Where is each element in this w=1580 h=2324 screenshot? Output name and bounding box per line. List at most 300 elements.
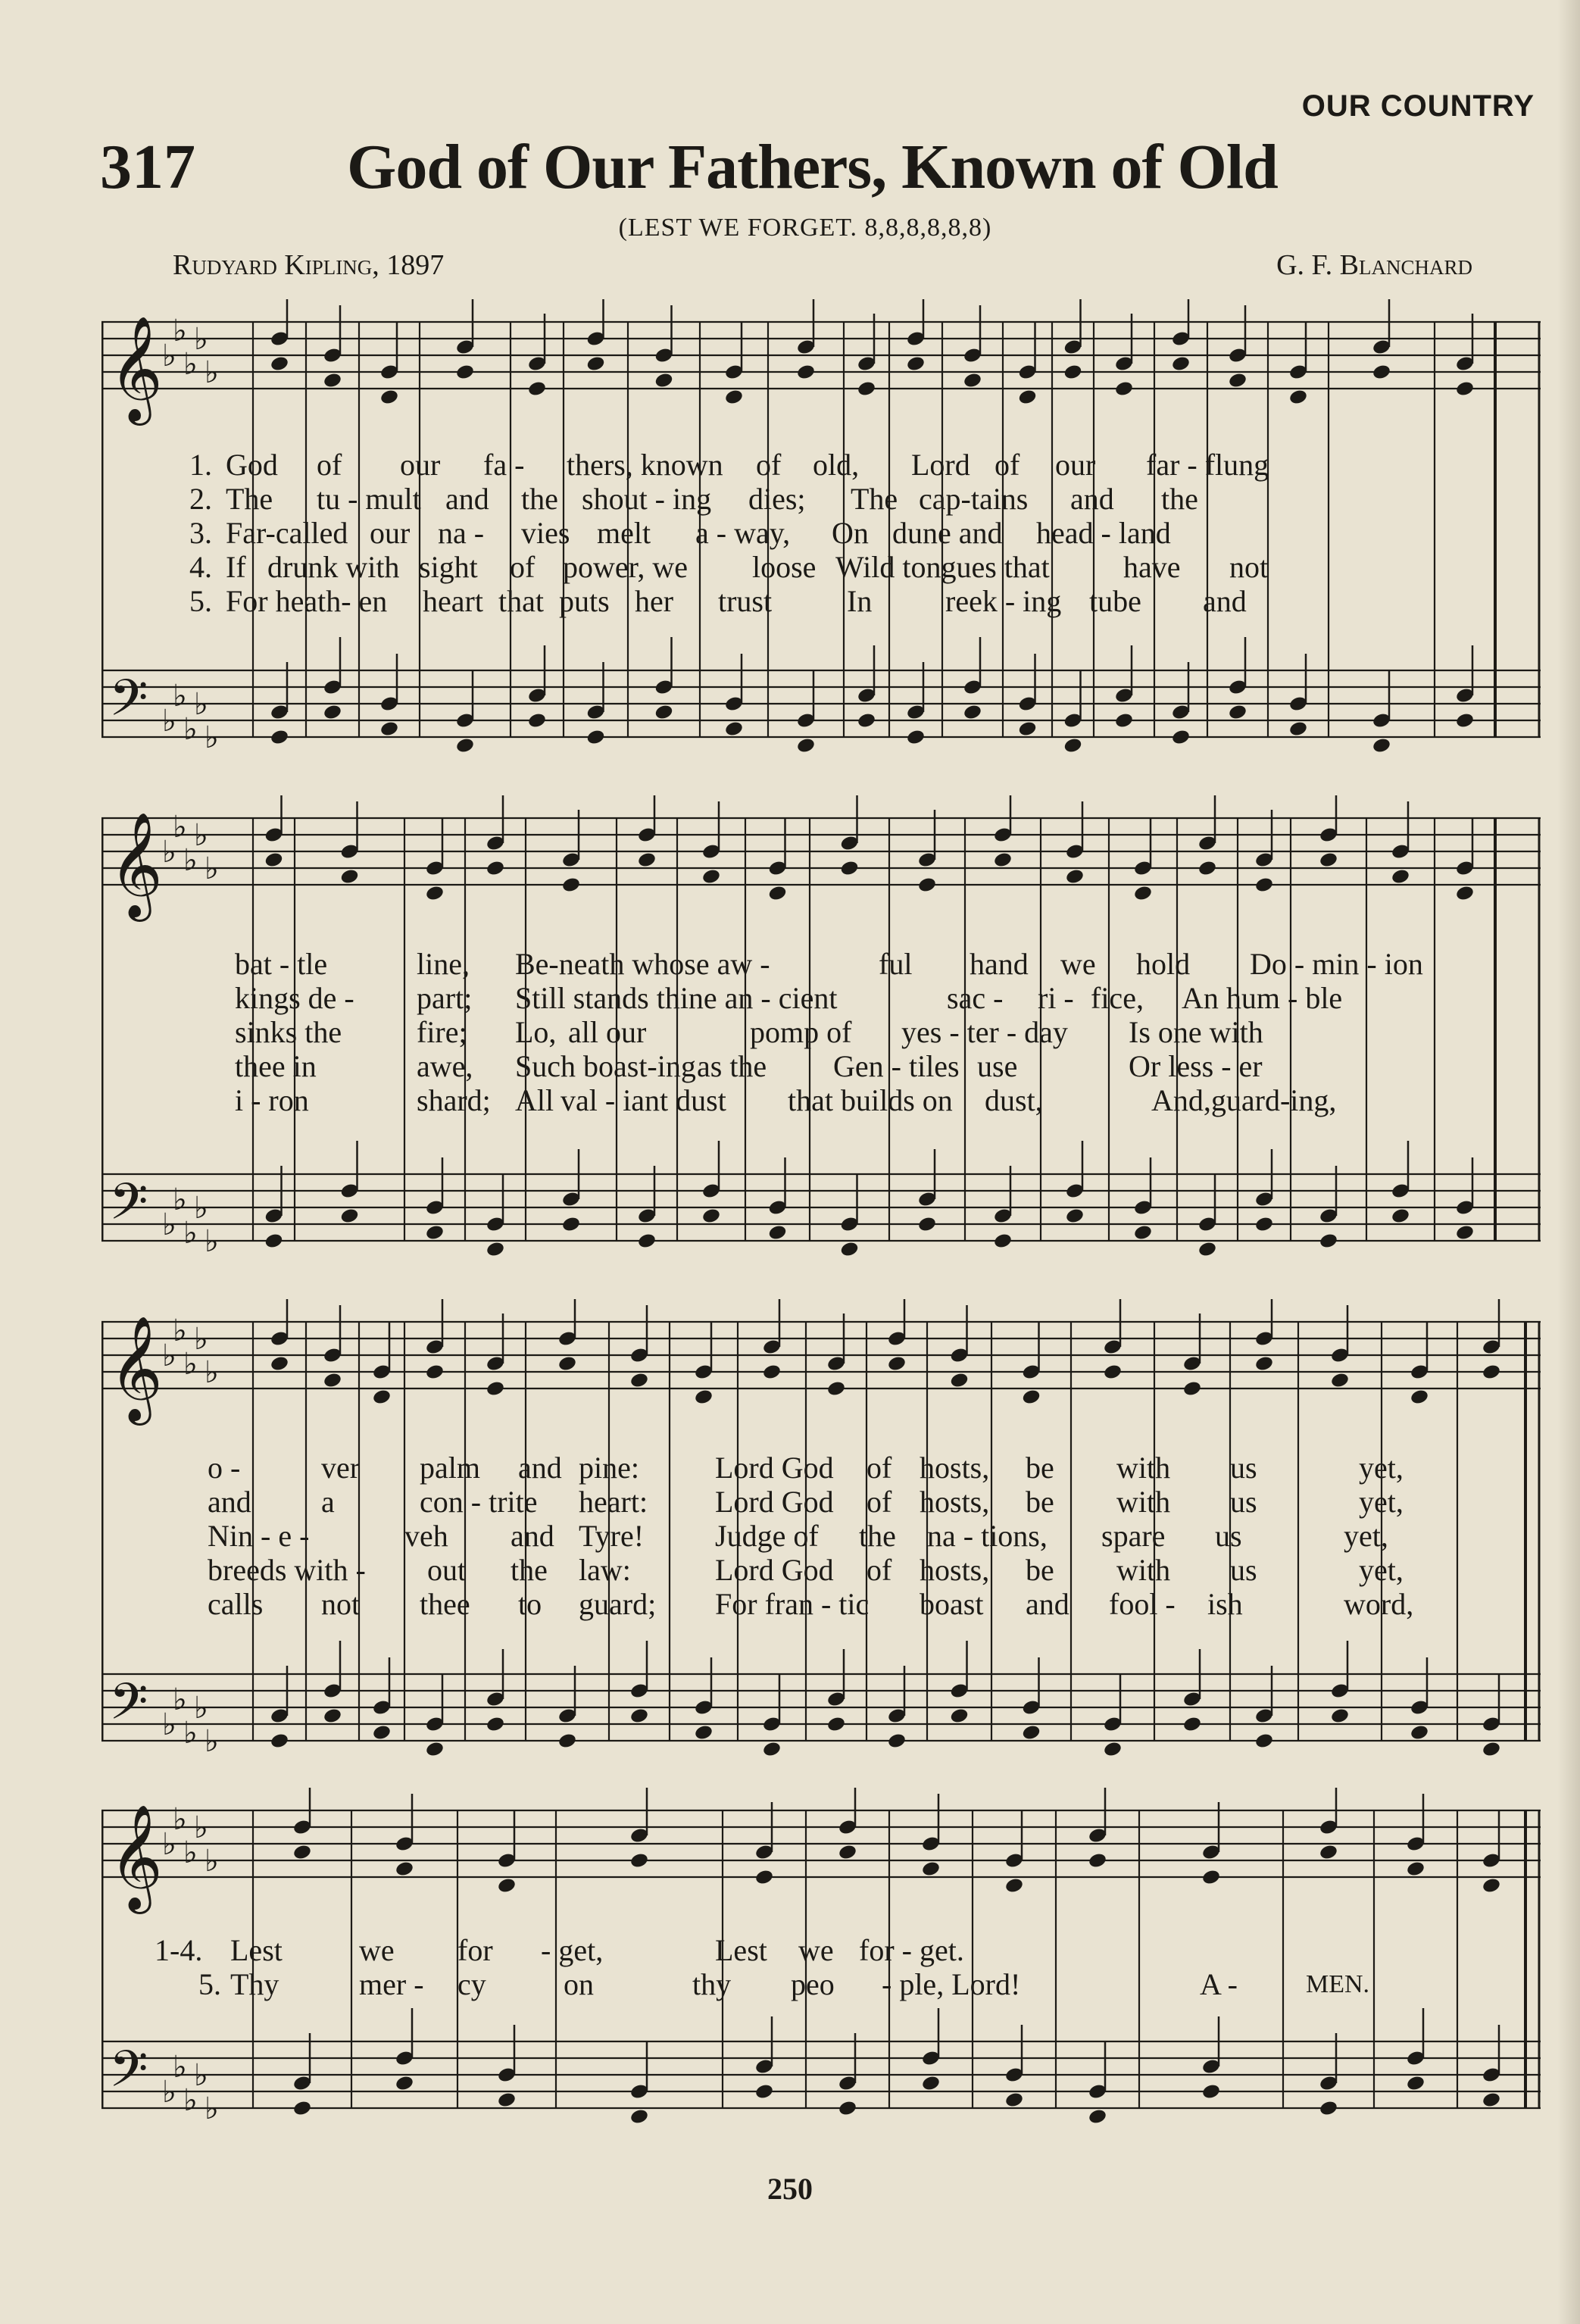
lyric-syllable: veh <box>404 1519 448 1553</box>
notehead <box>561 1216 581 1233</box>
flat-icon: ♭ <box>194 687 208 722</box>
notehead <box>1372 364 1391 381</box>
lyric-syllable: 1. <box>189 448 212 482</box>
notehead <box>1017 389 1037 406</box>
lyric-syllable: dust, <box>985 1083 1043 1117</box>
lyric-syllable: line, <box>417 947 470 981</box>
lyric-syllable: and <box>1203 584 1247 618</box>
notehead <box>1201 2083 1221 2101</box>
lyric-syllable: - get, <box>541 1933 604 1967</box>
lyric-syllable: and <box>1070 482 1114 516</box>
lyric-syllable: her <box>635 584 674 618</box>
lyric-syllable: For fran - tic <box>715 1587 870 1621</box>
lyric-syllable: sight <box>419 550 478 584</box>
notehead <box>762 1741 782 1758</box>
notehead <box>838 1844 857 1861</box>
section-label: OUR COUNTRY <box>1301 89 1535 123</box>
lyric-syllable: Judge of <box>715 1519 819 1553</box>
notehead <box>1288 720 1308 738</box>
music-system-1 <box>101 299 1541 784</box>
notehead <box>887 1355 907 1373</box>
notehead <box>1254 876 1274 894</box>
lyric-syllable: and <box>511 1519 554 1553</box>
lyric-syllable: fool - <box>1109 1587 1176 1621</box>
notehead <box>1319 1844 1338 1861</box>
flat-icon: ♭ <box>162 339 176 373</box>
flat-icon: ♭ <box>173 1313 187 1348</box>
hymn-title: God of Our Fathers, Known of Old <box>347 132 1278 202</box>
notehead <box>826 1380 846 1398</box>
lyric-syllable: Be-neath whose aw - <box>515 947 770 981</box>
lyric-syllable: The <box>851 482 898 516</box>
flat-icon: ♭ <box>183 1347 198 1382</box>
notehead <box>993 1232 1013 1250</box>
notehead <box>949 1372 969 1389</box>
notehead <box>270 355 289 373</box>
notehead <box>906 355 926 373</box>
lyric-syllable: all our <box>568 1015 647 1049</box>
notehead <box>629 1372 649 1389</box>
lyric-line <box>235 1015 1522 1049</box>
treble-clef-icon: 𝄞 <box>109 812 163 917</box>
notehead <box>455 364 475 381</box>
lyric-syllable: a <box>321 1485 335 1519</box>
lyric-syllable: of <box>510 550 536 584</box>
lyric-syllable: Do - min - ion <box>1250 947 1423 981</box>
lyric-line <box>235 1049 1522 1083</box>
notehead <box>1372 737 1391 754</box>
lyric-syllable: hosts, <box>920 1451 990 1485</box>
notehead <box>497 2091 517 2109</box>
notehead <box>917 1216 937 1233</box>
lyric-syllable: 2. <box>189 482 212 516</box>
notehead <box>323 1707 342 1725</box>
lyric-syllable: And,guard-ing, <box>1151 1083 1337 1117</box>
lyric-syllable: us <box>1230 1485 1257 1519</box>
lyric-syllable: old, <box>813 448 860 482</box>
notehead <box>372 1724 392 1741</box>
lyric-syllable: Lest <box>715 1933 767 1967</box>
lyric-syllable: cap-tains <box>919 482 1029 516</box>
author: Rudyard Kipling, 1897 <box>173 249 445 281</box>
notehead <box>486 1241 505 1258</box>
lyric-syllable: be <box>1026 1451 1054 1485</box>
lyric-syllable: dies; <box>748 482 806 516</box>
lyric-syllable: sinks the <box>235 1015 342 1049</box>
music-system-2 <box>101 795 1541 1273</box>
lyric-syllable: have <box>1123 550 1181 584</box>
lyric-syllable: cy <box>457 1967 486 2001</box>
lyric-syllable: puts <box>559 584 610 618</box>
notehead <box>1133 885 1153 902</box>
lyric-syllable: Lord God <box>715 1485 834 1519</box>
notehead <box>826 1716 846 1733</box>
notehead <box>395 1860 414 1878</box>
lyric-line <box>208 1553 1525 1587</box>
notehead <box>1004 1877 1024 1894</box>
lyric-syllable: the <box>1161 482 1198 516</box>
lyrics-block <box>155 1933 1525 2001</box>
notehead <box>754 1869 774 1886</box>
notehead <box>637 1232 657 1250</box>
lyric-syllable: not <box>321 1587 361 1621</box>
flat-icon: ♭ <box>173 1182 187 1217</box>
notehead <box>323 1372 342 1389</box>
lyric-syllable: and <box>518 1451 562 1485</box>
lyric-line <box>189 448 1522 482</box>
lyric-syllable: as the <box>697 1049 767 1083</box>
lyric-syllable: the <box>859 1519 896 1553</box>
notehead <box>963 372 982 389</box>
flat-icon: ♭ <box>183 843 198 878</box>
lyrics-block <box>235 947 1522 1117</box>
lyric-syllable: heart <box>423 584 483 618</box>
lyric-syllable: Gen - tiles <box>833 1049 960 1083</box>
notehead <box>993 851 1013 869</box>
hymn-number: 317 <box>100 132 195 202</box>
flat-icon: ♭ <box>205 1355 219 1390</box>
lyric-syllable: 5. <box>198 1967 221 2001</box>
notehead <box>796 737 816 754</box>
lyric-syllable: with <box>1116 1553 1171 1587</box>
page-edge-shadow <box>1557 0 1580 2324</box>
notehead <box>839 1241 859 1258</box>
lyric-syllable: reek - ing <box>945 584 1062 618</box>
lyric-syllable: power, we <box>563 550 688 584</box>
notehead <box>654 704 673 721</box>
notehead <box>1065 1207 1085 1225</box>
lyric-syllable: tu - mult <box>317 482 421 516</box>
lyric-syllable: loose <box>752 550 817 584</box>
lyric-syllable: val - iant dust <box>560 1083 726 1117</box>
lyric-syllable: on <box>564 1967 594 2001</box>
lyric-syllable: our <box>370 516 411 550</box>
lyric-syllable: we <box>359 1933 395 1967</box>
lyric-syllable: be <box>1026 1485 1054 1519</box>
lyric-syllable: our <box>1055 448 1096 482</box>
flat-icon: ♭ <box>173 314 187 348</box>
lyric-syllable: o - <box>208 1451 241 1485</box>
notehead <box>1197 860 1217 877</box>
notehead <box>270 1355 289 1373</box>
notehead <box>292 1844 312 1861</box>
lyric-syllable: trust <box>718 584 773 618</box>
notehead <box>921 1860 941 1878</box>
notehead <box>323 704 342 721</box>
lyric-syllable: shout - ing <box>582 482 712 516</box>
lyric-syllable: Tyre! <box>579 1519 645 1553</box>
treble-clef-icon: 𝄞 <box>109 316 163 421</box>
flat-icon: ♭ <box>173 1802 187 1837</box>
lyric-syllable: not <box>1229 550 1269 584</box>
notehead <box>1455 712 1475 729</box>
notehead <box>264 851 283 869</box>
lyric-syllable: Still stands thine an - cient <box>515 981 838 1015</box>
notehead <box>1406 2075 1425 2092</box>
notehead <box>1319 2100 1338 2117</box>
notehead <box>527 380 547 398</box>
lyric-syllable: with <box>1116 1485 1171 1519</box>
notehead <box>1088 1852 1107 1870</box>
notehead <box>557 1732 577 1750</box>
notehead <box>1063 737 1082 754</box>
lyric-line <box>189 584 1522 618</box>
notehead <box>585 355 605 373</box>
lyric-syllable: 3. <box>189 516 212 550</box>
lyric-syllable: Or less - er <box>1129 1049 1263 1083</box>
notehead <box>694 1724 713 1741</box>
notehead <box>379 720 399 738</box>
lyric-syllable: God <box>226 448 278 482</box>
lyric-syllable: 4. <box>189 550 212 584</box>
lyric-syllable: part; <box>417 981 473 1015</box>
bass-clef-icon: 𝄢 <box>109 2040 148 2110</box>
notehead <box>1391 1207 1410 1225</box>
notehead <box>486 860 505 877</box>
page-number: 250 <box>767 2172 813 2206</box>
flat-icon: ♭ <box>205 1224 219 1259</box>
lyric-syllable: pomp of <box>750 1015 852 1049</box>
lyric-line <box>208 1451 1525 1485</box>
lyric-syllable: of <box>756 448 782 482</box>
composer: G. F. Blanchard <box>1276 249 1472 281</box>
lyric-syllable: ful <box>879 947 913 981</box>
notehead <box>629 2108 649 2126</box>
notehead <box>1391 868 1410 886</box>
notehead <box>629 1852 649 1870</box>
flat-icon: ♭ <box>162 1707 176 1742</box>
notehead <box>1319 851 1338 869</box>
notehead <box>1065 868 1085 886</box>
notehead <box>372 1388 392 1406</box>
lyric-syllable: dune and <box>892 516 1003 550</box>
notehead <box>1171 729 1191 746</box>
notehead <box>1182 1716 1202 1733</box>
notehead <box>1254 1355 1274 1373</box>
notehead <box>1133 1224 1153 1242</box>
lyric-syllable: In <box>847 584 873 618</box>
lyric-syllable <box>1192 1519 1215 1553</box>
notehead <box>1088 2108 1107 2126</box>
notehead <box>857 712 876 729</box>
notehead <box>486 1380 505 1398</box>
notehead <box>425 1224 445 1242</box>
flat-icon: ♭ <box>162 704 176 739</box>
lyric-syllable: MEN. <box>1306 1970 1370 1998</box>
lyric-syllable: far - flung <box>1146 448 1269 482</box>
lyric-syllable: and <box>1026 1587 1069 1621</box>
flat-icon: ♭ <box>194 1691 208 1726</box>
lyric-syllable: melt <box>597 516 651 550</box>
notehead <box>629 1707 649 1725</box>
lyric-syllable: na - tions, <box>927 1519 1048 1553</box>
lyric-syllable: Lord <box>911 448 970 482</box>
lyric-syllable: yet, <box>1359 1485 1404 1519</box>
notehead <box>1482 1363 1501 1381</box>
notehead <box>1171 355 1191 373</box>
notehead <box>1410 1724 1429 1741</box>
lyric-syllable: guard; <box>579 1587 657 1621</box>
lyric-line <box>155 1967 1525 2001</box>
flat-icon: ♭ <box>162 835 176 870</box>
lyric-syllable: us <box>1230 1553 1257 1587</box>
lyric-syllable: of <box>867 1485 892 1519</box>
notehead <box>1228 704 1247 721</box>
bass-clef-icon: 𝄢 <box>109 669 148 739</box>
notehead <box>857 380 876 398</box>
notehead <box>887 1732 907 1750</box>
lyric-syllable: vies <box>521 516 570 550</box>
lyric-syllable: the <box>521 482 558 516</box>
notehead <box>455 737 475 754</box>
notehead <box>1319 1232 1338 1250</box>
flat-icon: ♭ <box>183 1216 198 1251</box>
treble-clef-icon: 𝄞 <box>109 1316 163 1421</box>
notehead <box>694 1388 713 1406</box>
notehead <box>1103 1363 1123 1381</box>
lyric-syllable: Lord God <box>715 1553 834 1587</box>
notehead <box>425 1741 445 1758</box>
notehead <box>1021 1724 1041 1741</box>
notehead <box>767 885 787 902</box>
lyric-syllable: the <box>511 1553 548 1587</box>
lyric-syllable: and <box>208 1485 251 1519</box>
notehead <box>1482 1741 1501 1758</box>
lyric-syllable: yet, <box>1359 1553 1404 1587</box>
notehead <box>963 704 982 721</box>
notehead <box>264 1232 283 1250</box>
lyric-syllable: yes - ter - day <box>901 1015 1068 1049</box>
notehead <box>527 712 547 729</box>
lyric-syllable: Is one with <box>1129 1015 1263 1049</box>
lyric-syllable: spare <box>1101 1519 1166 1553</box>
notehead <box>724 389 744 406</box>
flat-icon: ♭ <box>194 1810 208 1845</box>
lyric-syllable: of <box>867 1451 892 1485</box>
lyric-syllable: we <box>798 1933 834 1967</box>
flat-icon: ♭ <box>194 1322 208 1357</box>
lyrics-block <box>189 448 1522 618</box>
lyric-syllable: i - ron <box>235 1083 309 1117</box>
lyric-syllable: for <box>457 1933 493 1967</box>
notehead <box>1254 1732 1274 1750</box>
notehead <box>838 2100 857 2117</box>
lyric-syllable: calls <box>208 1587 264 1621</box>
notehead <box>1330 1707 1350 1725</box>
lyric-syllable: A - <box>1200 1967 1238 2001</box>
lyric-syllable: na - <box>438 516 485 550</box>
notehead <box>637 851 657 869</box>
notehead <box>1482 1877 1501 1894</box>
lyric-syllable: head - land <box>1036 516 1171 550</box>
notehead <box>949 1707 969 1725</box>
flat-icon: ♭ <box>173 810 187 845</box>
lyric-syllable: 1-4. <box>155 1933 203 1967</box>
lyric-line <box>208 1519 1525 1553</box>
notehead <box>497 1877 517 1894</box>
lyric-syllable: us <box>1230 1451 1257 1485</box>
flat-icon: ♭ <box>173 1682 187 1717</box>
lyric-syllable: thy <box>692 1967 732 2001</box>
notehead <box>917 876 937 894</box>
flat-icon: ♭ <box>194 1191 208 1226</box>
lyrics-block <box>208 1451 1525 1621</box>
notehead <box>701 1207 721 1225</box>
lyric-syllable: Thy <box>230 1967 279 2001</box>
notehead <box>339 868 359 886</box>
notehead <box>1406 1860 1425 1878</box>
notehead <box>1004 2091 1024 2109</box>
flat-icon: ♭ <box>205 1844 219 1879</box>
notehead <box>796 364 816 381</box>
lyric-line <box>208 1587 1525 1621</box>
notehead <box>1063 364 1082 381</box>
lyric-syllable: All <box>515 1083 554 1117</box>
notehead <box>1455 1224 1475 1242</box>
notehead <box>1017 720 1037 738</box>
notehead <box>1228 372 1247 389</box>
flat-icon: ♭ <box>173 679 187 714</box>
lyric-syllable: out <box>427 1553 467 1587</box>
lyric-syllable: On <box>832 516 869 550</box>
lyric-syllable: that <box>498 584 544 618</box>
flat-icon: ♭ <box>183 347 198 382</box>
lyric-line <box>235 947 1522 981</box>
lyric-syllable: sac - <box>947 981 1004 1015</box>
lyric-syllable: If <box>226 550 246 584</box>
flat-icon: ♭ <box>194 322 208 357</box>
lyric-syllable: to <box>518 1587 542 1621</box>
notehead <box>1288 389 1308 406</box>
flat-icon: ♭ <box>194 2058 208 2093</box>
flat-icon: ♭ <box>183 712 198 747</box>
lyric-line <box>189 516 1522 550</box>
lyric-syllable: fire; <box>417 1015 467 1049</box>
notehead <box>1455 380 1475 398</box>
lyric-syllable: hand <box>970 947 1029 981</box>
treble-clef-icon: 𝄞 <box>109 1804 163 1910</box>
lyric-syllable: Far-called <box>226 516 348 550</box>
lyric-syllable: for - get. <box>859 1933 964 1967</box>
lyric-syllable: us <box>1215 1519 1242 1553</box>
lyric-syllable: a - way, <box>695 516 791 550</box>
lyric-line <box>235 981 1522 1015</box>
notehead <box>270 1732 289 1750</box>
lyric-syllable: thers, known <box>567 448 723 482</box>
lyric-syllable: hosts, <box>920 1485 990 1519</box>
lyric-syllable: An hum - ble <box>1182 981 1343 1015</box>
notehead <box>425 1363 445 1381</box>
notehead <box>1482 2091 1501 2109</box>
notehead <box>395 2075 414 2092</box>
lyric-syllable: be <box>1026 1553 1054 1587</box>
flat-icon: ♭ <box>183 1835 198 1870</box>
lyric-syllable: of <box>867 1553 892 1587</box>
lyric-syllable: tube <box>1089 584 1141 618</box>
lyric-syllable: with <box>1116 1451 1171 1485</box>
lyric-syllable: and <box>445 482 489 516</box>
notehead <box>1254 1216 1274 1233</box>
lyric-syllable: The <box>226 482 273 516</box>
lyric-syllable: Lo, <box>515 1015 557 1049</box>
lyric-line <box>235 1083 1522 1117</box>
lyric-syllable: thee <box>420 1587 470 1621</box>
lyric-syllable: Wild tongues that <box>835 550 1050 584</box>
bass-clef-icon: 𝄢 <box>109 1173 148 1243</box>
lyric-syllable: fice, <box>1091 981 1144 1015</box>
lyric-syllable: shard; <box>417 1083 491 1117</box>
lyric-syllable: Lest <box>230 1933 283 1967</box>
